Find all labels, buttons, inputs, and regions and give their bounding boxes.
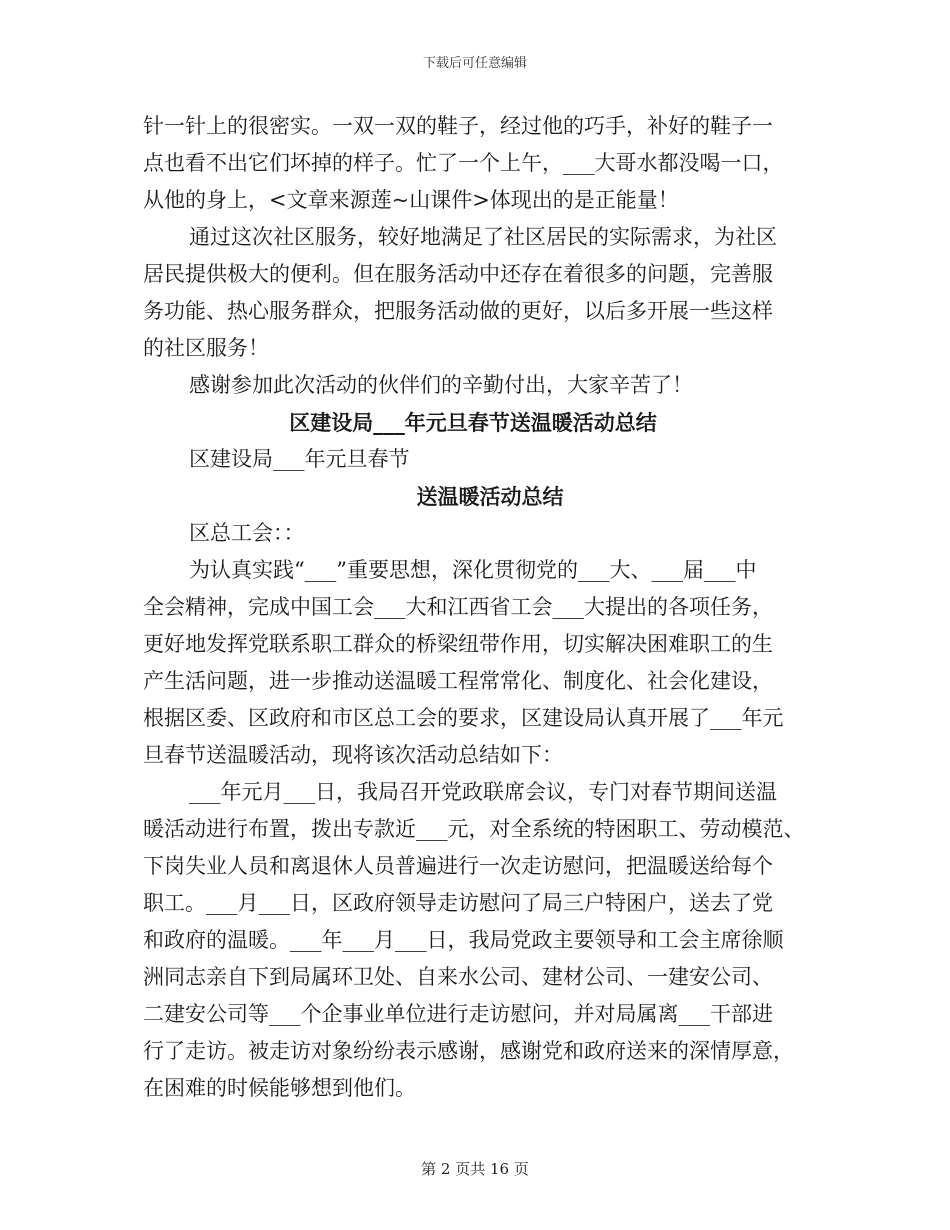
- paragraph-line: 为认真实践“___”重要思想，深化贯彻党的___大、___届___中: [189, 558, 757, 582]
- section-subtitle: 送温暖活动总结: [416, 484, 564, 509]
- paragraph-line: 在困难的时候能够想到他们。: [143, 1076, 416, 1100]
- paragraph-line: 居民提供极大的便利。但在服务活动中还存在着很多的问题，完善服: [143, 262, 773, 286]
- paragraph-line: 更好地发挥党联系职工群众的桥梁纽带作用，切实解决困难职工的生: [143, 632, 773, 656]
- paragraph-line: 感谢参加此次活动的伙伴们的辛勤付出，大家辛苦了！: [189, 373, 693, 397]
- paragraph-line: 旦春节送温暖活动，现将该次活动总结如下：: [143, 743, 563, 767]
- paragraph-line: 通过这次社区服务，较好地满足了社区居民的实际需求，为社区: [189, 225, 777, 249]
- paragraph-line: 的社区服务！: [143, 336, 269, 360]
- salutation: 区总工会：：: [189, 521, 305, 545]
- paragraph-line: 暖活动进行布置，拨出专款近___元，对全系统的特困职工、劳动模范、: [143, 817, 805, 841]
- section-title: 区建设局___年元旦春节送温暖活动总结: [289, 410, 657, 435]
- paragraph-line: 根据区委、区政府和市区总工会的要求，区建设局认真开展了___年元: [143, 706, 784, 730]
- document-body: [143, 108, 803, 1107]
- paragraph-line: 下岗失业人员和离退休人员普遍进行一次走访慰问，把温暖送给每个: [143, 854, 773, 878]
- paragraph-line: 产生活问题，进一步推动送温暖工程常常化、制度化、社会化建设，: [143, 669, 773, 693]
- paragraph-line: 区建设局___年元旦春节: [189, 447, 410, 471]
- paragraph-line: 点也看不出它们坏掉的样子。忙了一个上午，___大哥水都没喝一口，: [143, 151, 784, 175]
- page-header: 下载后可任意编辑: [422, 56, 527, 71]
- paragraph-line: 针一针上的很密实。一双一双的鞋子，经过他的巧手，补好的鞋子一: [143, 114, 773, 138]
- paragraph-line: 全会精神，完成中国工会___大和江西省工会___大提出的各项任务，: [143, 595, 773, 619]
- paragraph-line: 行了走访。被走访对象纷纷表示感谢，感谢党和政府送来的深情厚意，: [143, 1039, 794, 1063]
- page-number: 第 2 页共 16 页: [421, 1160, 529, 1178]
- paragraph-line: 和政府的温暖。___年___月___日，我局党政主要领导和工会主席徐顺: [143, 928, 784, 952]
- paragraph-line: 务功能、热心服务群众，把服务活动做的更好，以后多开展一些这样: [143, 299, 773, 323]
- paragraph-line: 职工。___月___日，区政府领导走访慰问了局三户特困户，送去了党: [143, 891, 773, 915]
- paragraph-line: ___年元月___日，我局召开党政联席会议，专门对春节期间送温: [189, 780, 777, 804]
- paragraph-line: 二建安公司等___个企事业单位进行走访慰问，并对局属离___干部进: [143, 1002, 773, 1026]
- paragraph-line: 洲同志亲自下到局属环卫处、自来水公司、建材公司、一建安公司、: [143, 965, 773, 989]
- paragraph-line: 从他的身上，<文章来源莲~山课件>体现出的是正能量！: [143, 188, 679, 212]
